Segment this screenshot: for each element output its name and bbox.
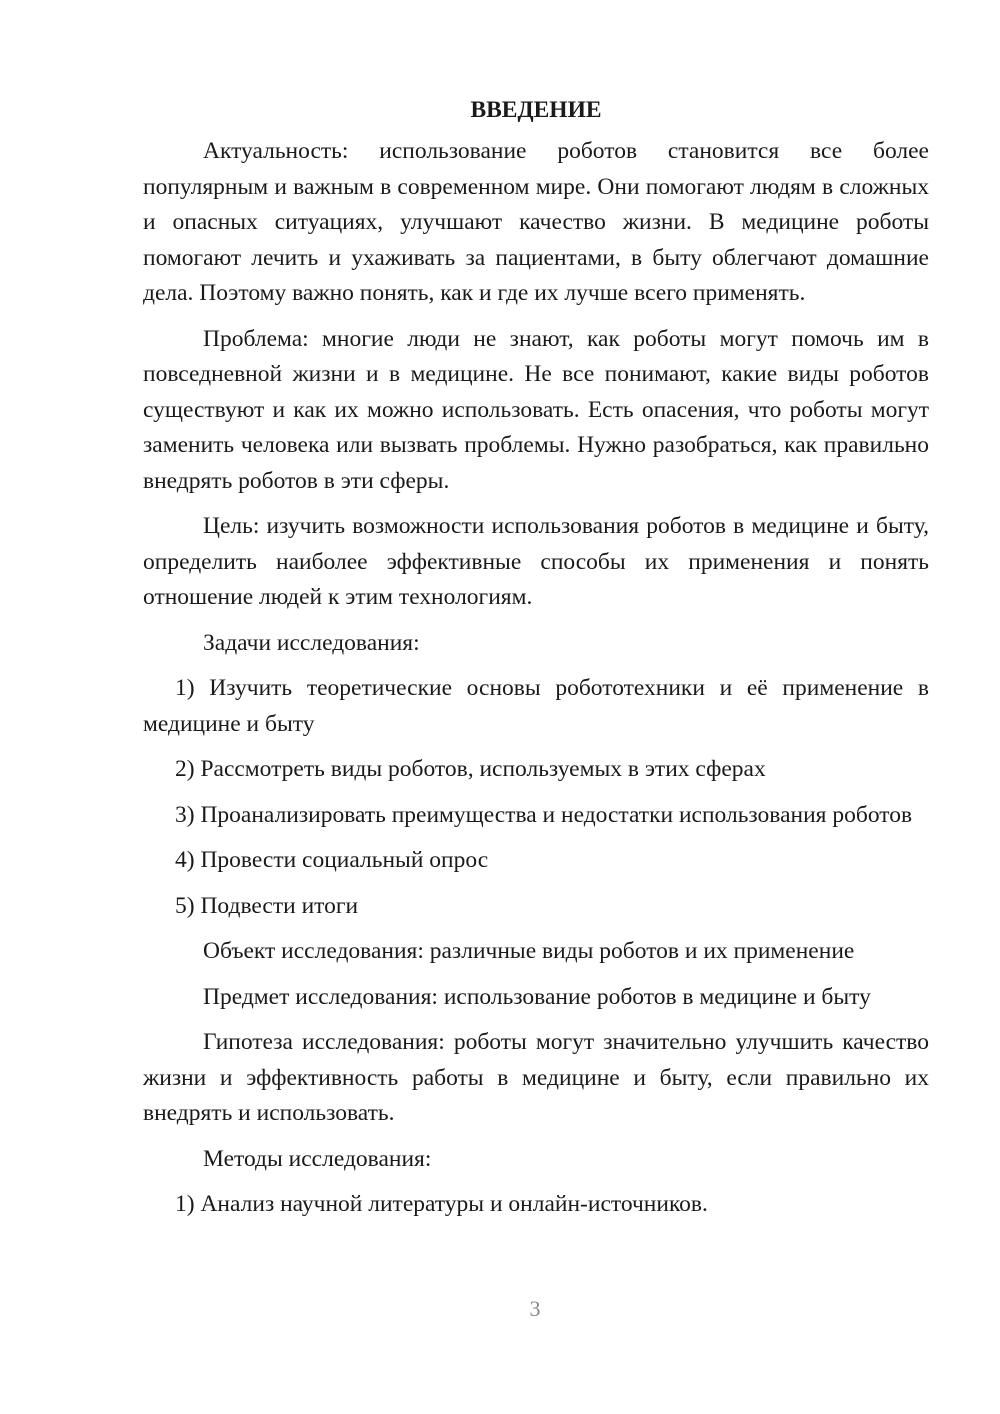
task-item-4: 4) Провести социальный опрос: [175, 847, 489, 873]
methods-heading: Методы исследования:: [203, 1145, 432, 1172]
task-item-1: 1) Изучить теоретические основы робототехники и её применение в медицине и быту: [143, 675, 929, 737]
task-item-2: 2) Рассмотреть виды роботов, используемых в этих сферах: [175, 756, 766, 782]
page-content: [143, 92, 929, 1233]
task-item-5: 5) Подвести итоги: [175, 892, 359, 919]
section-title: ВВЕДЕНИЕ: [470, 97, 602, 123]
page-number: 3: [529, 1296, 541, 1321]
problem-paragraph: Проблема: многие люди не знают, как роботы могут помочь им в повседневной жизни и в медицине. Не все понимают, какие виды роботов существуют и как их можно использовать. Есть опасения, что роботы могут заменить человека или вызвать проблемы. Нужно разобраться, как правильно внедрять роботов в эти сферы.: [143, 325, 929, 494]
subject-paragraph: Предмет исследования: использование роботов в медицине и быту: [203, 983, 871, 1010]
tasks-heading: Задачи исследования:: [203, 629, 420, 656]
method-item-1: 1) Анализ научной литературы и онлайн-источников.: [175, 1191, 708, 1217]
object-paragraph: Объект исследования: различные виды роботов и их применение: [203, 938, 855, 964]
hypothesis-paragraph: Гипотеза исследования: роботы могут значительно улучшить качество жизни и эффективность работы в медицине и быту, если правильно их внедрять и использовать.: [143, 1029, 929, 1126]
task-item-3: 3) Проанализировать преимущества и недостатки использования роботов: [175, 801, 913, 828]
relevance-paragraph: Актуальность: использование роботов становится все более популярным и важным в современном мире. Они помогают людям в сложных и опасных ситуациях, улучшают качество жизни. В медицине роботы помогают лечить и ухаживать за пациентами, в быту облегчают домашние дела. Поэтому важно понять, как и где их лучше всего применять.: [143, 138, 929, 306]
goal-paragraph: Цель: изучить возможности использования роботов в медицине и быту, определить наиболее эффективные способы их применения и понять отношение людей к этим технологиям.: [143, 513, 929, 610]
